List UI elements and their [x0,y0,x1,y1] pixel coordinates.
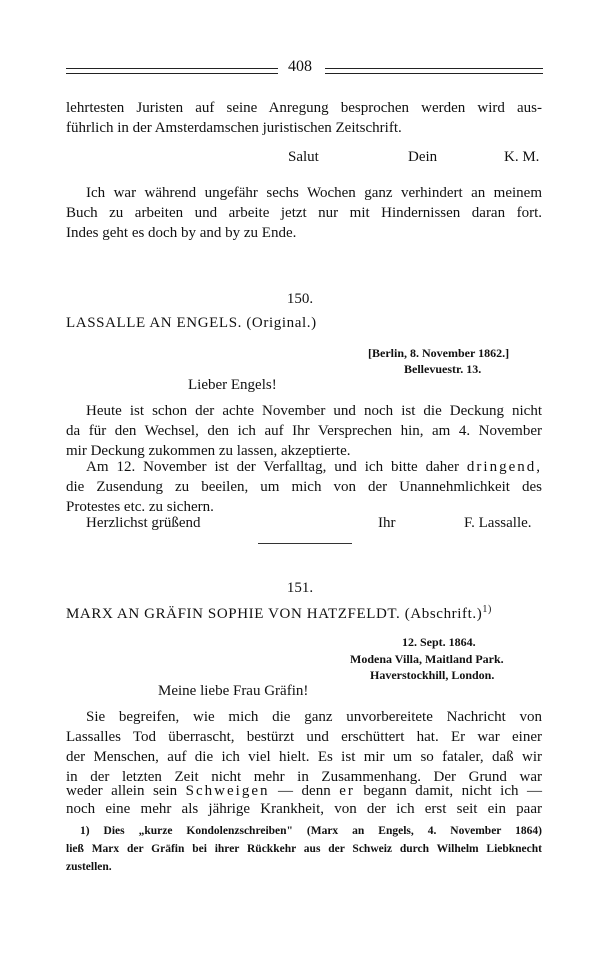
letter-150-body2-line-1 [86,457,542,477]
letter-151-body-line-5 [66,781,542,801]
letter-151-body-line-1: Sie begreifen, wie mich die ganz unvorbereitete Nachricht von [86,709,542,725]
closing-initials: K. M. [504,149,540,165]
closing-salut: Salut [288,149,319,165]
letter-151-body-line-6: noch eine mehr als jährige Krankheit, von der ich erst seit ein paar [66,801,542,817]
letter-150-address: Bellevuestr. 13. [404,362,482,376]
closing-dein: Dein [408,149,438,165]
intro-line-2: führlich in der Amsterdamschen juristischen Zeitschrift. [66,120,402,136]
footnote-line-3: zustellen. [66,861,112,873]
page-number: 408 [288,58,312,75]
letter-151-number: 151. [286,580,314,596]
letter-150-signature: F. Lassalle. [464,515,532,531]
letter-150-number: 150. [286,291,314,307]
footnote-line-2: ließ Marx der Gräfin bei ihrer Rückkehr aus der Schweiz durch Wilhelm Liebknecht [66,843,542,855]
letter-150-closing-ihr: Ihr [378,515,396,531]
letter-151-heading: MARX AN GRÄFIN SOPHIE VON HATZFELDT. (Abschrift.) [66,606,483,622]
letter-151-address-2: Haverstockhill, London. [370,668,495,682]
emphasis-er: er [339,783,355,799]
letter-150-place-date: [Berlin, 8. November 1862.] [368,346,510,360]
letter-150-body-line-3: mir Deckung zukommen zu lassen, akzeptierte. [66,443,351,459]
line5-part-e: begann damit, nicht ich — [354,783,542,799]
line5-part-a: weder allein sein [66,783,186,799]
header-rule-right [325,68,543,74]
footnote-line-1: 1) Dies „kurze Kondolenzschreiben" (Marx an Engels, 4. November 1864) [80,825,542,837]
ps-line-2: Buch zu arbeiten und arbeite jetzt nur mit Hindernissen daran fort. [66,205,542,221]
letter-151-heading-line [66,600,492,624]
footnote-ref: 1) [482,604,492,615]
letter-151-body-line-3: der Menschen, auf die ich viel hielt. Es ist mir um so fataler, daß wir [66,749,542,765]
emphasis-dringend: dringend, [466,459,542,475]
letter-150-salutation: Lieber Engels! [188,377,277,393]
letter-151-date: 12. Sept. 1864. [402,635,476,649]
header-rule-left [66,68,278,74]
intro-line-1: lehrtesten Juristen auf seine Anregung besprochen werden wird aus- [66,100,542,116]
letter-150-heading: LASSALLE AN ENGELS. (Original.) [66,315,317,331]
letter-150-closing-greeting: Herzlichst grüßend [86,515,201,531]
letter-150-body2-line-2: die Zusendung zu beeilen, um mich von der Unannehmlichkeit des [66,479,542,495]
ps-line-1: Ich war während ungefähr sechs Wochen ganz verhindert an meinem [86,185,542,201]
letter-150-body-line-1: Heute ist schon der achte November und noch ist die Deckung nicht [86,403,542,419]
section-divider [258,543,352,544]
letter-151-body-line-4: in der letzten Zeit nicht mehr in Zusammenhang. Der Grund war [66,769,542,785]
line5-part-c: — denn [269,783,340,799]
letter-151-address-1: Modena Villa, Maitland Park. [350,652,504,666]
letter-150-body2-line-3: Protestes etc. zu sichern. [66,499,214,515]
emphasis-schweigen: Schweigen [185,783,270,799]
letter-151-salutation: Meine liebe Frau Gräfin! [158,683,309,699]
letter-150-body2-text: Am 12. November ist der Verfalltag, und ich bitte daher [86,459,467,475]
ps-line-3: Indes geht es doch by and by zu Ende. [66,225,297,241]
letter-150-body-line-2: da für den Wechsel, den ich auf Ihr Versprechen hin, am 4. November [66,423,542,439]
letter-151-body-line-2: Lassalles Tod überrascht, bestürzt und erschüttert hat. Er war einer [66,729,542,745]
